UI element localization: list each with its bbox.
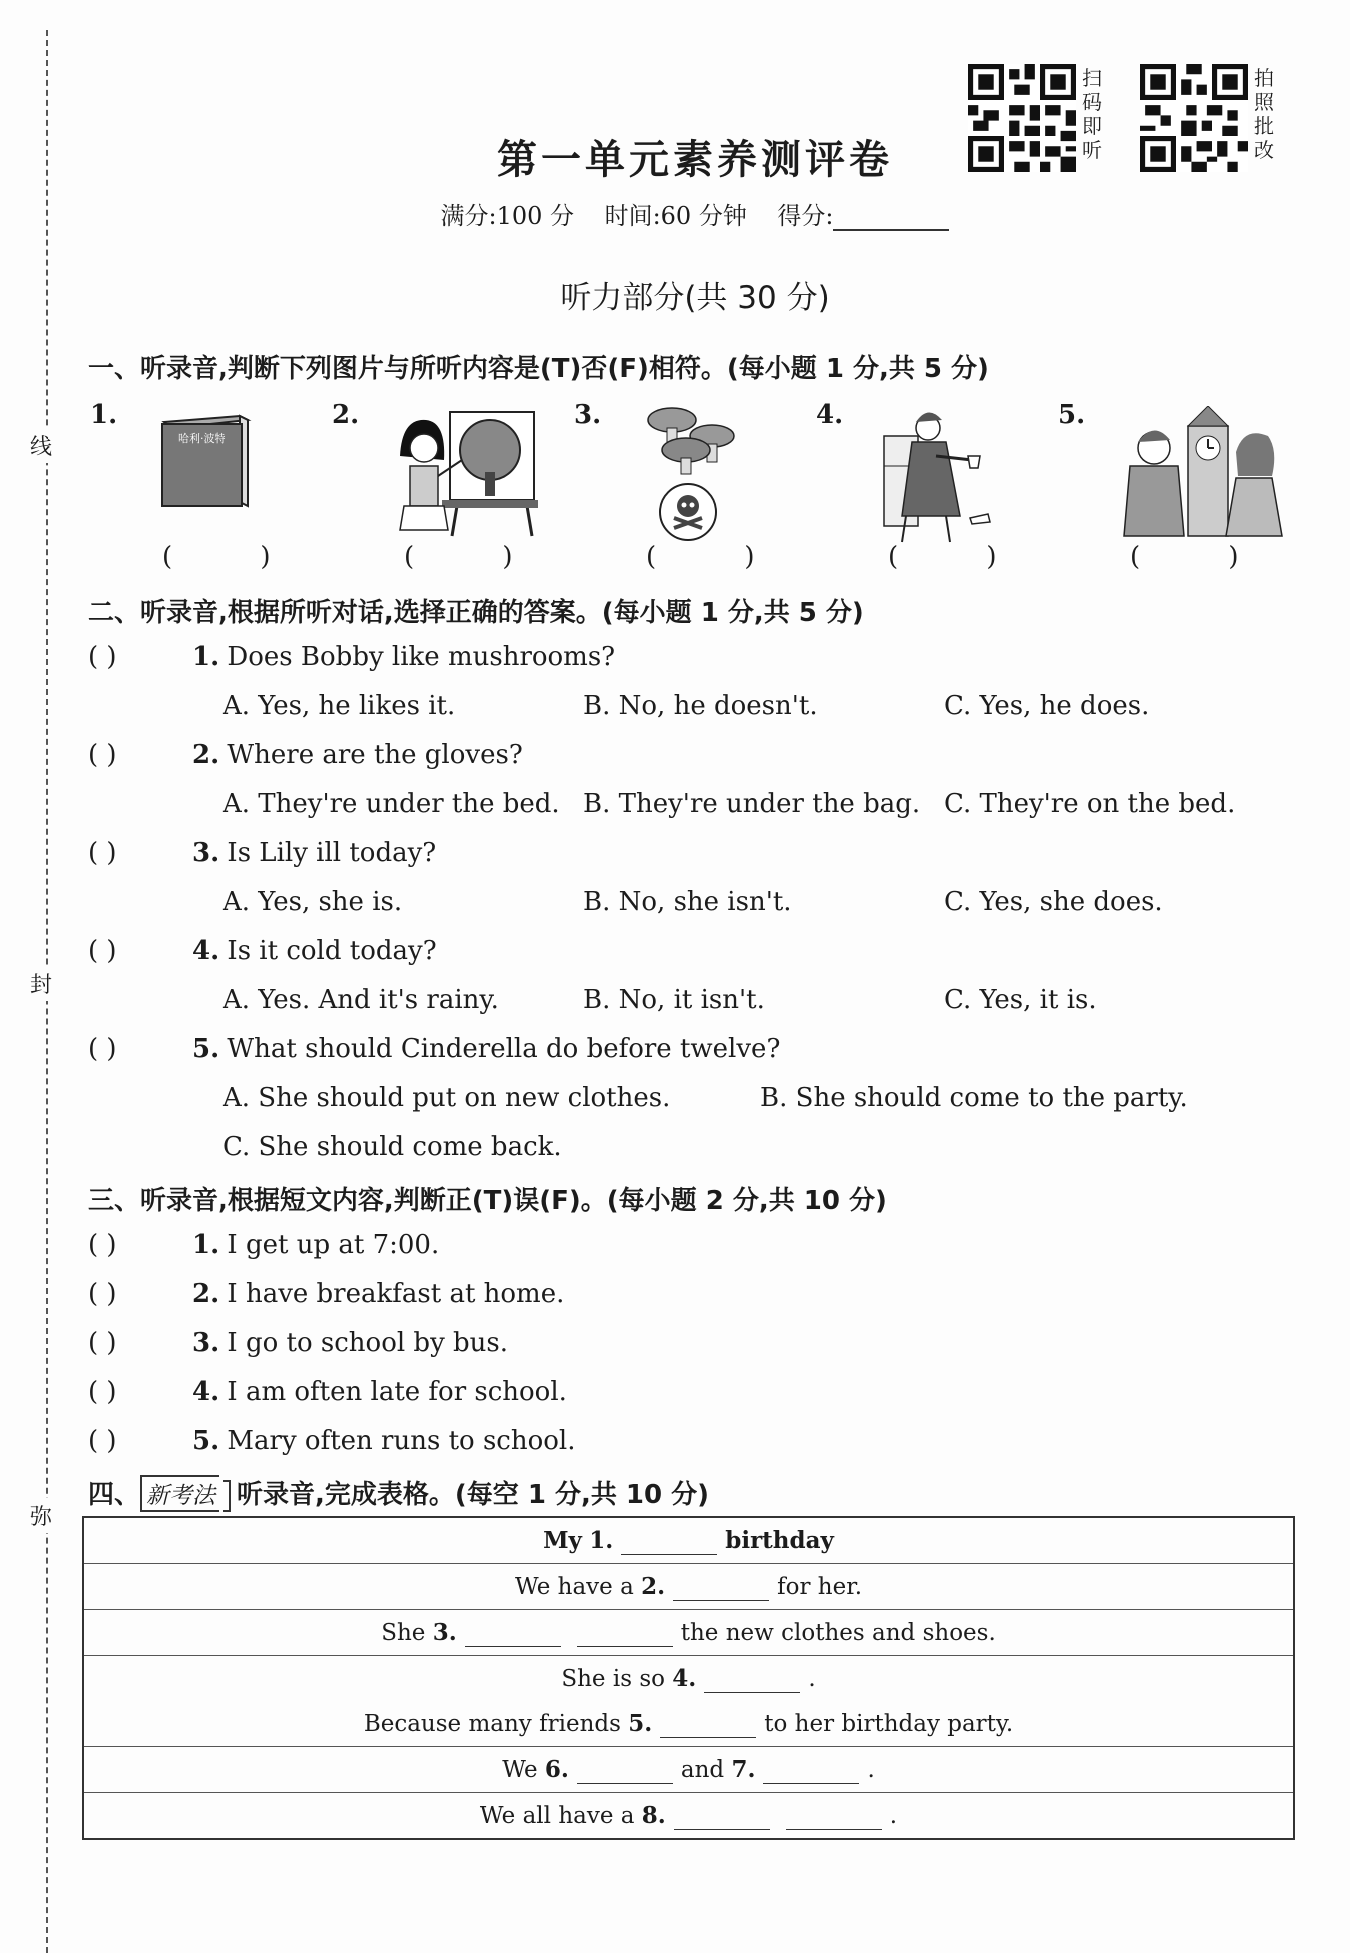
picture-item xyxy=(816,400,1056,580)
answer-blank[interactable] xyxy=(763,1759,859,1784)
option-b: B. She should come to the party. xyxy=(760,1083,1188,1113)
table-row: She 3. the new clothes and shoes. xyxy=(84,1610,1293,1656)
picture-item xyxy=(1058,400,1298,580)
answer-blank[interactable] xyxy=(660,1713,756,1738)
binding-char-line: 线 xyxy=(30,428,52,463)
option-c: C. Yes, it is. xyxy=(944,985,1097,1015)
girl-painting-tree-icon xyxy=(392,406,542,546)
answer-paren[interactable]: ( ) xyxy=(404,542,553,572)
qr-label-grade: 拍照批改 xyxy=(1254,66,1274,162)
question-row: ( ) 4. Is it cold today? xyxy=(88,936,437,966)
answer-table xyxy=(82,1516,1295,1840)
option-a: A. They're under the bed. xyxy=(223,789,560,819)
answer-blank[interactable] xyxy=(674,1805,770,1830)
option-b: B. No, he doesn't. xyxy=(583,691,818,721)
picture-number: 3. xyxy=(574,400,602,430)
question-row: ( ) 5. What should Cinderella do before twelve? xyxy=(88,1034,781,1064)
question-row: ( ) 1. Does Bobby like mushrooms? xyxy=(88,642,616,672)
picture-number: 5. xyxy=(1058,400,1086,430)
statement-row: ( ) 4. I am often late for school. xyxy=(88,1377,567,1407)
table-row: We have a 2. for her. xyxy=(84,1564,1293,1610)
binding-char-stamp: 弥 xyxy=(30,1498,52,1533)
statement-row: ( ) 5. Mary often runs to school. xyxy=(88,1426,576,1456)
option-a: A. She should put on new clothes. xyxy=(223,1083,671,1113)
section2-heading: 二、听录音,根据所听对话,选择正确的答案。(每小题 1 分,共 5 分) xyxy=(88,598,864,628)
answer-paren[interactable]: ( ) xyxy=(88,1328,117,1358)
qr-label-listen: 扫码即听 xyxy=(1082,66,1102,162)
answer-paren[interactable]: ( ) xyxy=(88,1230,117,1260)
table-row: Because many friends 5. to her birthday party. xyxy=(84,1701,1293,1747)
score-meta xyxy=(80,196,1310,231)
picture-item xyxy=(574,400,814,580)
full-score: 满分:100 分 xyxy=(440,202,575,230)
picture-number: 1. xyxy=(90,400,118,430)
option-a: A. Yes, she is. xyxy=(223,887,403,917)
answer-blank[interactable] xyxy=(704,1668,800,1693)
binding-char-seal: 封 xyxy=(30,966,52,1001)
answer-paren[interactable]: ( ) xyxy=(646,542,795,572)
statement-row: ( ) 2. I have breakfast at home. xyxy=(88,1279,565,1309)
section3-heading: 三、听录音,根据短文内容,判断正(T)误(F)。(每小题 2 分,共 10 分) xyxy=(88,1186,887,1216)
answer-paren[interactable]: ( ) xyxy=(88,1426,117,1456)
statement-row: ( ) 1. I get up at 7:00. xyxy=(88,1230,440,1260)
book-title-text: 哈利·波特 xyxy=(178,432,226,445)
answer-paren[interactable]: ( ) xyxy=(88,642,117,672)
picture-number: 2. xyxy=(332,400,360,430)
option-c: C. Yes, he does. xyxy=(944,691,1150,721)
page-title: 第一单元素养测评卷 xyxy=(497,136,893,183)
answer-blank[interactable] xyxy=(577,1622,673,1647)
answer-paren[interactable]: ( ) xyxy=(162,542,311,572)
question-row: ( ) 3. Is Lily ill today? xyxy=(88,838,437,868)
picture-number: 4. xyxy=(816,400,844,430)
answer-paren[interactable]: ( ) xyxy=(88,1377,117,1407)
table-row: My 1. birthday xyxy=(84,1518,1293,1564)
answer-paren[interactable]: ( ) xyxy=(1130,542,1279,572)
option-b: B. No, it isn't. xyxy=(583,985,765,1015)
answer-paren[interactable]: ( ) xyxy=(88,936,117,966)
answer-paren[interactable]: ( ) xyxy=(88,838,117,868)
picture-item xyxy=(332,400,572,580)
score-blank[interactable] xyxy=(833,205,949,231)
option-c: C. She should come back. xyxy=(223,1132,562,1162)
table-row: We all have a 8. . xyxy=(479,1802,898,1829)
option-c: C. Yes, she does. xyxy=(944,887,1163,917)
statement-row: ( ) 3. I go to school by bus. xyxy=(88,1328,509,1358)
prince-clock-princess-icon xyxy=(1118,406,1288,546)
answer-paren[interactable]: ( ) xyxy=(88,1034,117,1064)
new-method-tag: 新考法 xyxy=(140,1475,219,1512)
option-c: C. They're on the bed. xyxy=(944,789,1236,819)
book-icon xyxy=(150,406,260,516)
answer-blank[interactable] xyxy=(465,1622,561,1647)
option-a: A. Yes, he likes it. xyxy=(223,691,456,721)
cinderella-shoe-icon xyxy=(876,406,1006,546)
answer-blank[interactable] xyxy=(577,1759,673,1784)
question-row: ( ) 2. Where are the gloves? xyxy=(88,740,523,770)
table-row: We 6. and 7. . xyxy=(84,1747,1293,1793)
option-b: B. No, she isn't. xyxy=(583,887,792,917)
section4-heading: 四、 新考法 听录音,完成表格。(每空 1 分,共 10 分) xyxy=(88,1474,709,1512)
answer-blank[interactable] xyxy=(786,1805,882,1830)
listening-heading: 听力部分(共 30 分) xyxy=(560,280,830,316)
answer-paren[interactable]: ( ) xyxy=(888,542,1037,572)
option-b: B. They're under the bag. xyxy=(583,789,921,819)
poison-mushroom-icon xyxy=(634,406,744,546)
table-row: She is so 4. . xyxy=(561,1665,816,1692)
picture-item xyxy=(90,400,330,580)
answer-paren[interactable]: ( ) xyxy=(88,1279,117,1309)
answer-paren[interactable]: ( ) xyxy=(88,740,117,770)
answer-blank[interactable] xyxy=(621,1530,717,1555)
section1-heading: 一、听录音,判断下列图片与所听内容是(T)否(F)相符。(每小题 1 分,共 5 分) xyxy=(88,354,989,384)
time-limit: 时间:60 分钟 xyxy=(604,202,747,230)
option-a: A. Yes. And it's rainy. xyxy=(223,985,499,1015)
answer-blank[interactable] xyxy=(673,1576,769,1601)
score-label: 得分: xyxy=(777,202,834,230)
